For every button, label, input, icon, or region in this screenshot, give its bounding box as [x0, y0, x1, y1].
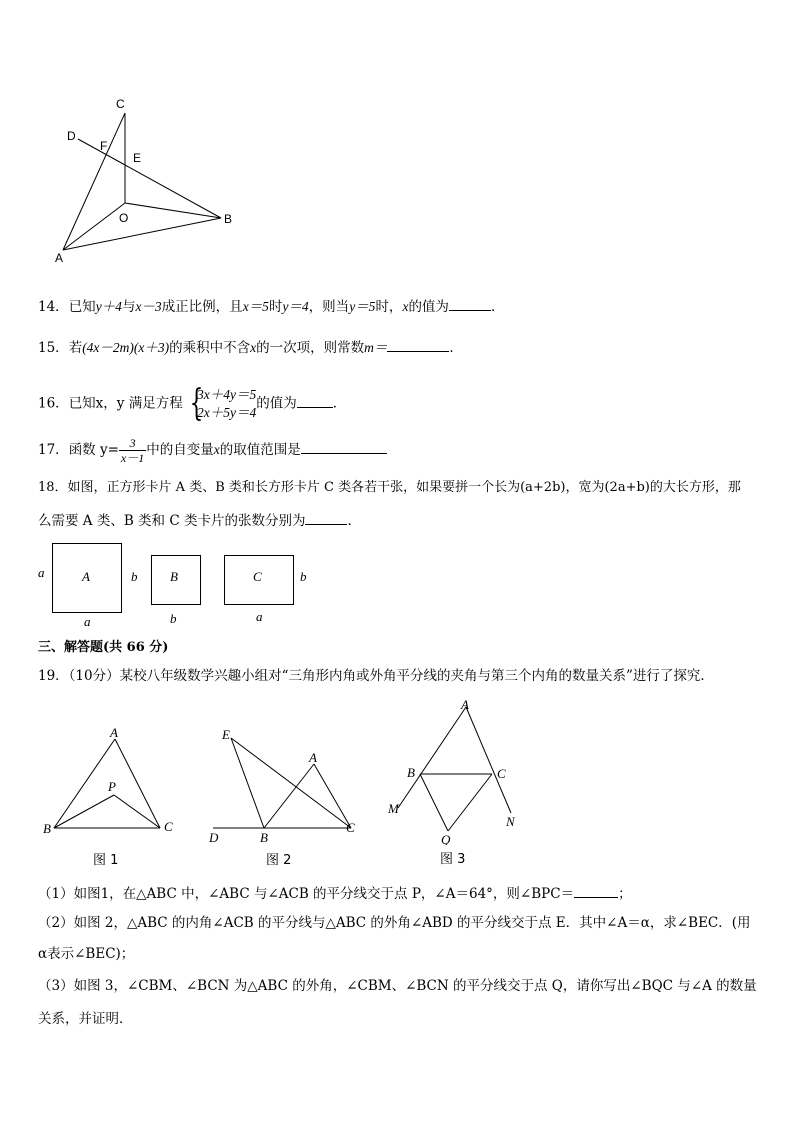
card-a-side-left: a: [38, 565, 45, 580]
fig3-label-m: M: [388, 801, 399, 816]
question-15: 15．若(4x－2m)(x＋3)的乘积中不含x的一次项，则常数m＝ ．: [38, 337, 463, 358]
card-b-label: B: [170, 569, 178, 584]
question-17: 17．函数 y= $\frac{3}{x-1}$ 中的自变量x的取值范围是: [38, 436, 387, 465]
figure-1-caption: 图 1: [93, 853, 119, 868]
question-19-part3a: （3）如图 3，∠CBM、∠BCN 为△ABC 的外角，∠CBM、∠BCN 的平分线交于点 Q，请你写出∠BQC 与∠A 的数量: [38, 978, 757, 994]
fig2-label-c: C: [346, 820, 355, 835]
answer-blank[interactable]: [449, 296, 491, 311]
answer-blank[interactable]: [297, 393, 333, 408]
label-c: C: [116, 97, 125, 111]
card-b-side-bottom: b: [170, 611, 177, 626]
fig2-label-e: E: [222, 727, 230, 742]
fig3-label-b: B: [407, 765, 415, 780]
fig1-label-p: P: [108, 779, 116, 794]
fig1-label-c: C: [164, 819, 173, 834]
fig1-label-a: A: [110, 725, 118, 740]
fig3-label-n: N: [506, 814, 515, 829]
question-16: 16．已知x，y 满足方程 { 3x＋4y＝5 2x＋5y＝4 的值为 ．: [38, 383, 347, 424]
label-d: D: [67, 129, 76, 143]
figure-3-caption: 图 3: [440, 852, 466, 867]
figure-1: [40, 725, 180, 840]
card-a-side-bottom: a: [84, 614, 91, 629]
fig2-label-b: B: [260, 830, 268, 845]
geometry-figure-q13: [50, 92, 250, 270]
figure-2: [205, 722, 365, 847]
question-14: 14．已知y＋4与x－3成正比例，且x＝5时y＝4，则当y＝5时，x的值为 ．: [38, 296, 504, 317]
fig3-label-a: A: [461, 697, 469, 712]
fig3-label-q: Q: [441, 832, 451, 845]
question-19-intro: 19．（10分）某校八年级数学兴趣小组对“三角形内角或外角平分线的夹角与第三个内角的数量关系”进行了探究．: [38, 668, 714, 684]
fig2-label-a: A: [309, 750, 317, 765]
question-18-line2: 么需要 A 类、B 类和 C 类卡片的张数分别为 ．: [38, 510, 361, 531]
figure-2-caption: 图 2: [266, 853, 292, 868]
label-e: E: [133, 151, 142, 165]
question-19-part3b: 关系，并证明．: [38, 1011, 133, 1027]
answer-blank[interactable]: [301, 439, 387, 454]
label-f: F: [100, 139, 108, 153]
card-c-label: C: [253, 569, 262, 584]
section-heading: 三、解答题(共 66 分): [38, 640, 169, 655]
fig1-label-b: B: [43, 821, 51, 836]
answer-blank[interactable]: [574, 883, 618, 898]
label-o: O: [119, 211, 129, 225]
equation-system: { 3x＋4y＝5 2x＋5y＝4: [189, 383, 257, 424]
card-c-side-bottom: a: [256, 609, 263, 624]
card-a-label: A: [82, 569, 90, 584]
fig3-label-c: C: [497, 766, 506, 781]
fraction: $\frac{3}{x-1}$: [120, 436, 145, 465]
question-18-line1: 18．如图，正方形卡片 A 类、B 类和长方形卡片 C 类各若干张，如果要拼一个长为(a+2b)，宽为(2a+b)的大长方形，那: [38, 480, 741, 495]
answer-blank[interactable]: [387, 337, 449, 352]
fig2-label-d: D: [209, 830, 219, 845]
card-b-side-left: b: [131, 569, 138, 584]
question-19-part2b: α表示∠BEC)；: [38, 946, 135, 962]
label-a: A: [55, 251, 64, 265]
label-b: B: [224, 212, 233, 226]
question-19-part1: （1）如图1，在△ABC 中，∠ABC 与∠ACB 的平分线交于点 P，∠A＝64°，则∠BPC＝ ；: [38, 883, 632, 904]
question-19-part2a: （2）如图 2，△ABC 的内角∠ACB 的平分线与△ABC 的外角∠ABD 的平分线交于点 E．其中∠A＝α，求∠BEC．(用: [38, 915, 751, 931]
answer-blank[interactable]: [305, 510, 347, 525]
card-c-side-right: b: [300, 569, 307, 584]
figure-3: [380, 695, 530, 845]
